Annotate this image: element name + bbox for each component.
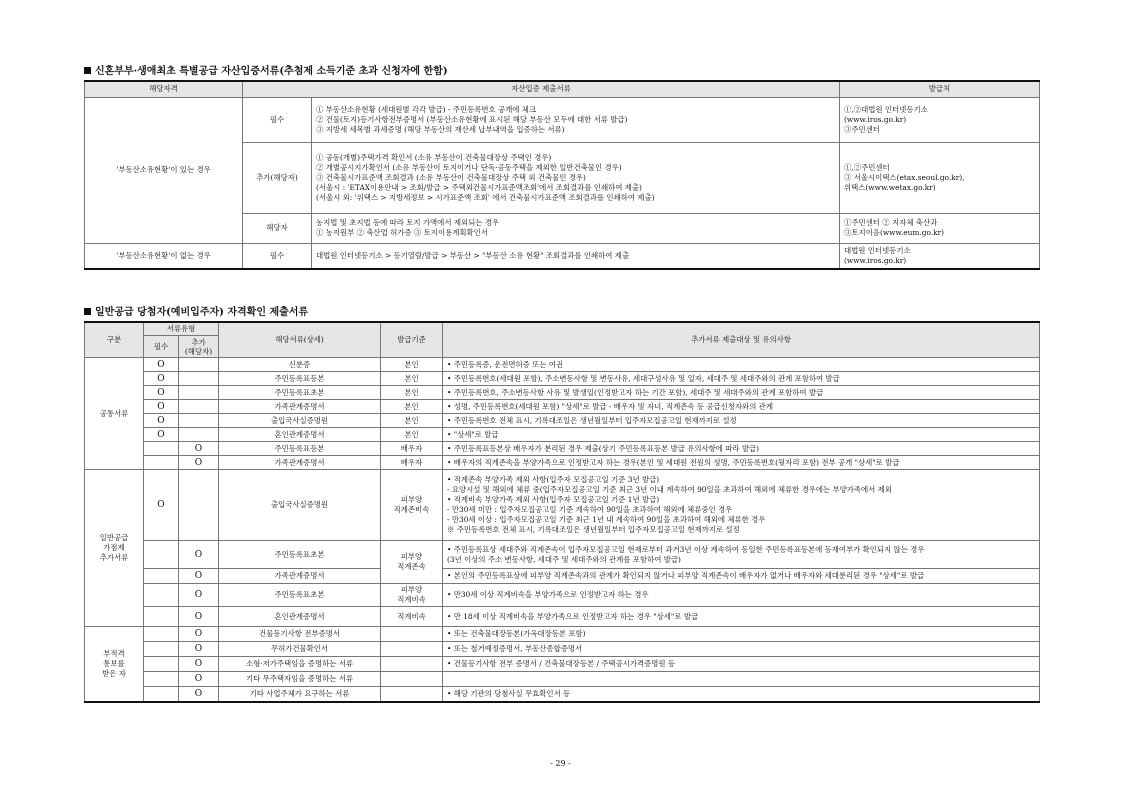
issuer-cell	[840, 142, 1040, 213]
document-row	[85, 642, 1040, 657]
document-line: ② 건물(토지)등기사항전부증명서 (부동산소유현황에 표시된 해당 부동산 모두에 대한 서류 발급)	[316, 114, 628, 124]
note-line: - 만30세 미만 : 입주자모집공고일 기준 계속하여 90일을 초과하여 해외에 체류중인 경우	[447, 505, 733, 514]
notes-cell	[443, 642, 1040, 657]
note-line: • 만 18세 이상 직계비속을 부양가족으로 인정받고자 하는 경우 "상세"로 발급	[447, 611, 699, 621]
document-name-cell: 혼인관계증명서	[219, 428, 381, 442]
issuer-cell	[840, 97, 1040, 142]
criterion-cell: 피부양 직계비속	[381, 584, 443, 607]
document-name-cell: 주민등록표초본	[219, 584, 381, 607]
additional-mark-cell	[179, 428, 219, 442]
issuer-line: ③토지이음(www.eum.go.kr)	[844, 228, 945, 237]
required-mark-cell: O	[144, 386, 179, 400]
note-line: • 주민등록표등본상 배우자가 분리된 경우 제출(상기 주민등록표등본 발급 유의사항에 따라 발급)	[447, 443, 760, 453]
general-supply-documents-table	[84, 321, 1040, 703]
document-row	[85, 569, 1040, 584]
document-name-cell: 신분증	[219, 358, 381, 372]
document-name-cell: 기타 사업주체가 요구하는 서류	[219, 687, 381, 702]
criterion-cell: 배우자	[381, 456, 443, 470]
required-mark-cell	[144, 642, 179, 657]
square-bullet-icon	[84, 308, 91, 315]
required-mark-cell	[144, 569, 179, 584]
additional-mark-cell	[179, 372, 219, 386]
criterion-cell	[381, 627, 443, 642]
document-row	[85, 442, 1040, 456]
document-name-cell: 주민등록표초본	[219, 541, 381, 569]
note-line: • 주민등록번호 전체 표시, 기록대조일은 생년월일부터 입주자모집공고일 현재까지로 설정	[447, 415, 737, 425]
qualification-cell: '부동산소유현황'이 있는 경우	[85, 97, 243, 243]
notes-cell	[443, 584, 1040, 607]
criterion-cell	[381, 642, 443, 657]
document-name-cell: 혼인관계증명서	[219, 607, 381, 627]
note-line: • 주민등록표상 세대주와 직계존속이 입주자모집공고일 현재로부터 과거3년 이상 계속하여 동일한 주민등록표등본에 등재여부가 확인되지 않는 경우	[447, 544, 925, 554]
document-row	[85, 400, 1040, 414]
notes-cell	[443, 456, 1040, 470]
note-line: • 주민등록번호(세대원 포함), 주소변동사항 및 변동사유, 세대구성사유 및 일자, 세대주 및 세대주와의 관계 포함하여 발급	[447, 373, 840, 383]
criterion-cell: 피부양 직계존비속	[381, 470, 443, 541]
document-line: (서울시 : 'ETAX이용안내 > 조회/발급 > 주택외건물시가표준액조회'에서 조회결과를 인쇄하여 제출)	[316, 182, 642, 192]
required-mark-cell	[144, 541, 179, 569]
square-bullet-icon	[84, 67, 91, 74]
document-name-cell: 가족관계증명서	[219, 400, 381, 414]
additional-mark-cell: O	[179, 584, 219, 607]
header-qualification: 해당자격	[85, 81, 243, 97]
additional-mark-cell: O	[179, 442, 219, 456]
additional-mark-cell	[179, 386, 219, 400]
required-mark-cell: O	[144, 372, 179, 386]
document-row	[85, 372, 1040, 386]
criterion-cell	[381, 687, 443, 702]
required-mark-cell	[144, 627, 179, 642]
header-notes: 추가서류 제출대상 및 유의사항	[443, 322, 1040, 358]
additional-mark-cell: O	[179, 569, 219, 584]
note-line: ※ 주민등록번호 전체 표시, 기록대조일은 생년월일부터 입주자모집공고일 현재까지로 설정	[447, 525, 740, 534]
document-row	[85, 607, 1040, 627]
additional-mark-cell: O	[179, 541, 219, 569]
document-name-cell: 가족관계증명서	[219, 569, 381, 584]
doc-type-cell: 필수	[243, 97, 312, 142]
section2-title: 일반공급 당첨자(예비입주자) 자격확인 제출서류	[84, 307, 308, 319]
document-line: 농지법 및 초지법 등에 따라 토지 가액에서 제외되는 경우	[316, 218, 500, 227]
notes-cell	[443, 372, 1040, 386]
required-mark-cell	[144, 687, 179, 702]
required-mark-cell: O	[144, 470, 179, 541]
notes-cell	[443, 470, 1040, 541]
document-name-cell: 출입국사실증명원	[219, 414, 381, 428]
document-name-cell: 건물등기사항 전부증명서	[219, 627, 381, 642]
notes-cell	[443, 428, 1040, 442]
note-line: • "상세"로 발급	[447, 429, 499, 439]
notes-cell	[443, 442, 1040, 456]
asset-proof-table	[84, 80, 1040, 270]
header-document-detail: 해당서류(상세)	[219, 322, 381, 358]
issuer-cell	[840, 243, 1040, 269]
issuer-line: 대법원 인터넷등기소	[844, 245, 911, 255]
header-documents: 자산입증 제출서류	[243, 81, 840, 97]
issuer-line: ①주민센터 ② 지자체 축산과	[844, 218, 938, 227]
notes-cell	[443, 672, 1040, 687]
document-name-cell: 가족관계증명서	[219, 456, 381, 470]
additional-mark-cell: O	[179, 672, 219, 687]
note-line: • 주민등록증, 운전면허증 또는 여권	[447, 359, 564, 369]
document-name-cell: 무허가건물확인서	[219, 642, 381, 657]
document-row	[85, 456, 1040, 470]
notes-cell	[443, 569, 1040, 584]
documents-cell	[312, 142, 840, 213]
required-mark-cell	[144, 672, 179, 687]
required-mark-cell	[144, 607, 179, 627]
document-row	[85, 414, 1040, 428]
notes-cell	[443, 414, 1040, 428]
document-line: ③ 건축물시가표준액 조회결과 (소유 부동산이 건축물대장상 주택 외 건축물인 경우)	[316, 172, 586, 182]
additional-mark-cell: O	[179, 642, 219, 657]
document-line: ② 개별공시지가확인서 (소유 부동산이 토지이거나 단독·공동주택을 제외한 일반건축물인 경우)	[316, 162, 622, 172]
criterion-cell: 본인	[381, 386, 443, 400]
note-line: • 해당 기관의 당첨사실 무효확인서 등	[447, 688, 571, 698]
qualification-cell: '부동산소유현황'이 없는 경우	[85, 243, 243, 269]
additional-mark-cell: O	[179, 687, 219, 702]
required-mark-cell	[144, 442, 179, 456]
criterion-cell	[381, 672, 443, 687]
issuer-line: ①,②대법원 인터넷등기소	[844, 104, 928, 114]
document-line: ① 농지원부 ② 축산업 허가증 ③ 토지이용계획확인서	[316, 228, 488, 237]
document-name-cell: 기타 무주택자임을 증명하는 서류	[219, 672, 381, 687]
note-line: • 또는 건축물대장등본(가옥대장등본 포함)	[447, 629, 586, 638]
criterion-cell: 본인	[381, 414, 443, 428]
doc-type-cell: 추가(해당자)	[243, 142, 312, 213]
doc-type-cell: 필수	[243, 243, 312, 269]
note-line: • 주민등록번호, 주소변동사항 사유 및 발생일(인정받고자 하는 기간 포함), 세대주 및 세대주와의 관계 포함하여 발급	[447, 387, 824, 397]
additional-mark-cell	[179, 414, 219, 428]
header-required: 필수	[144, 336, 179, 358]
notes-cell	[443, 657, 1040, 672]
document-line: 대법원 인터넷등기소 > 등기열람/발급 > 부동산 > "부동산 소유 현황" 조회결과를 인쇄하여 제출	[316, 250, 630, 260]
notes-cell	[443, 400, 1040, 414]
notes-cell	[443, 358, 1040, 372]
header-document-type: 서류유형	[144, 322, 219, 336]
asset-row	[85, 97, 1040, 142]
note-line: • 본인의 주민등록표상에 피부양 직계존속과의 관계가 확인되지 않거나 피부양 직계존속이 배우자가 없거나 배우자와 세대분리된 경우 "상세"로 발급	[447, 571, 925, 580]
additional-mark-cell: O	[179, 456, 219, 470]
criterion-cell: 피부양 직계존속	[381, 541, 443, 584]
asset-row	[85, 243, 1040, 269]
document-name-cell: 주민등록표등본	[219, 442, 381, 456]
issuer-line: (www.iros.go.kr)	[844, 114, 907, 124]
document-row	[85, 428, 1040, 442]
document-name-cell: 주민등록표초본	[219, 386, 381, 400]
additional-mark-cell	[179, 470, 219, 541]
issuer-line: ③ 서울시이택스(etax.seoul.go.kr),	[844, 172, 965, 182]
issuer-line: (www.iros.go.kr)	[844, 255, 907, 265]
documents-cell	[312, 97, 840, 142]
page-number: - 29 -	[550, 759, 571, 768]
document-line: ③ 지방세 세목별 과세증명 (해당 부동산의 재산세 납부내역을 입증하는 서류)	[316, 124, 565, 134]
header-gubun: 구분	[85, 322, 144, 358]
notes-cell	[443, 687, 1040, 702]
notes-cell	[443, 541, 1040, 569]
issuer-cell	[840, 213, 1040, 243]
header-additional: 추가 (해당자)	[179, 336, 219, 358]
note-line: • 또는 철거예정증명서, 부동산종합증명서	[447, 644, 583, 653]
criterion-cell: 본인	[381, 428, 443, 442]
criterion-cell: 본인	[381, 358, 443, 372]
document-line: (서울시 외: '위택스 > 지방세정보 > 시가표준액 조회' 에서 건축물시가표준액 조회결과를 인쇄하여 제출)	[316, 192, 655, 202]
notes-cell	[443, 627, 1040, 642]
documents-cell	[312, 243, 840, 269]
required-mark-cell: O	[144, 428, 179, 442]
document-row	[85, 584, 1040, 607]
criterion-cell: 본인	[381, 372, 443, 386]
document-row	[85, 386, 1040, 400]
note-line: (3년 이상의 주소 변동사항, 세대주 및 세대주와의 관계를 포함하여 발급)	[447, 554, 681, 564]
note-line: • 직계존속 부양가족 제외 사항(입주자 모집공고일 기준 3년 발급)	[447, 475, 660, 484]
group-label-cell: 공통서류	[85, 358, 144, 470]
group-label-cell: 일반공급 가점제 추가서류	[85, 470, 144, 627]
issuer-line: ③주민센터	[844, 124, 880, 134]
doc-type-cell: 해당자	[243, 213, 312, 243]
section1-title: 신혼부부·생애최초 특별공급 자산입증서류(추첨제 소득기준 초과 신청자에 한함)	[84, 66, 448, 78]
document-row	[85, 358, 1040, 372]
group-label-cell: 부적격 통보를 받은 자	[85, 627, 144, 702]
note-line: • 건물등기사항 전부 증명서 / 건축물대장등본 / 주택공시가격증명원 등	[447, 659, 676, 668]
document-name-cell: 소형·저가주택임을 증명하는 서류	[219, 657, 381, 672]
documents-cell	[312, 213, 840, 243]
criterion-cell: 직계비속	[381, 607, 443, 627]
criterion-cell	[381, 657, 443, 672]
note-line: • 성명, 주민등록번호(세대원 포함) "상세"로 발급 - 배우자 및 자녀, 직계존속 등 공급신청자와의 관계	[447, 401, 773, 411]
note-line: • 만30세 이상 직계비속을 부양가족으로 인정받고자 하는 경우	[447, 590, 649, 599]
document-row	[85, 627, 1040, 642]
criterion-cell: 본인	[381, 400, 443, 414]
document-row	[85, 687, 1040, 702]
document-row	[85, 470, 1040, 541]
notes-cell	[443, 607, 1040, 627]
additional-mark-cell	[179, 358, 219, 372]
additional-mark-cell: O	[179, 657, 219, 672]
additional-mark-cell: O	[179, 607, 219, 627]
document-line: ① 공동(개별)주택가격 확인서 (소유 부동산이 건축물대장상 주택인 경우)	[316, 152, 552, 162]
header-issuer: 발급처	[840, 81, 1040, 97]
document-row	[85, 657, 1040, 672]
criterion-cell: 배우자	[381, 442, 443, 456]
additional-mark-cell	[179, 400, 219, 414]
required-mark-cell	[144, 584, 179, 607]
note-line: - 만30세 이상 : 입주자모집공고일 기준 최근 1년 내 계속하여 90일을 초과하여 해외에 체류한 경우	[447, 515, 766, 524]
header-issue-criterion: 발급기준	[381, 322, 443, 358]
note-line: • 배우자의 직계존속을 부양가족으로 인정받고자 하는 경우(본인 및 세대원 전원의 성명, 주민등록번호(뒷자리 포함) 전부 공개 "상세"로 발급	[447, 457, 900, 467]
document-name-cell: 주민등록표등본	[219, 372, 381, 386]
issuer-line: 위택스(www.wetax.go.kr)	[844, 182, 936, 192]
issuer-line: ①,②주민센터	[844, 162, 890, 172]
required-mark-cell: O	[144, 358, 179, 372]
required-mark-cell	[144, 456, 179, 470]
additional-mark-cell: O	[179, 627, 219, 642]
required-mark-cell	[144, 657, 179, 672]
document-name-cell: 출입국사실증명원	[219, 470, 381, 541]
required-mark-cell: O	[144, 414, 179, 428]
document-row	[85, 672, 1040, 687]
document-line: ① 부동산소유현황 (세대원별 각각 발급) - 주민등록번호 공개에 체크	[316, 104, 537, 114]
document-row	[85, 541, 1040, 569]
notes-cell	[443, 386, 1040, 400]
note-line: - 요양시설 및 해외에 체류 중(입주자모집공고일 기준 최근 3년 이내 계속하여 90일을 초과하여 해외에 체류한 경우에는 부양가족에서 제외	[447, 485, 892, 494]
note-line: • 직계비속 부양가족 제외 사항(입주자 모집공고일 기준 1년 발급)	[447, 495, 660, 504]
required-mark-cell: O	[144, 400, 179, 414]
